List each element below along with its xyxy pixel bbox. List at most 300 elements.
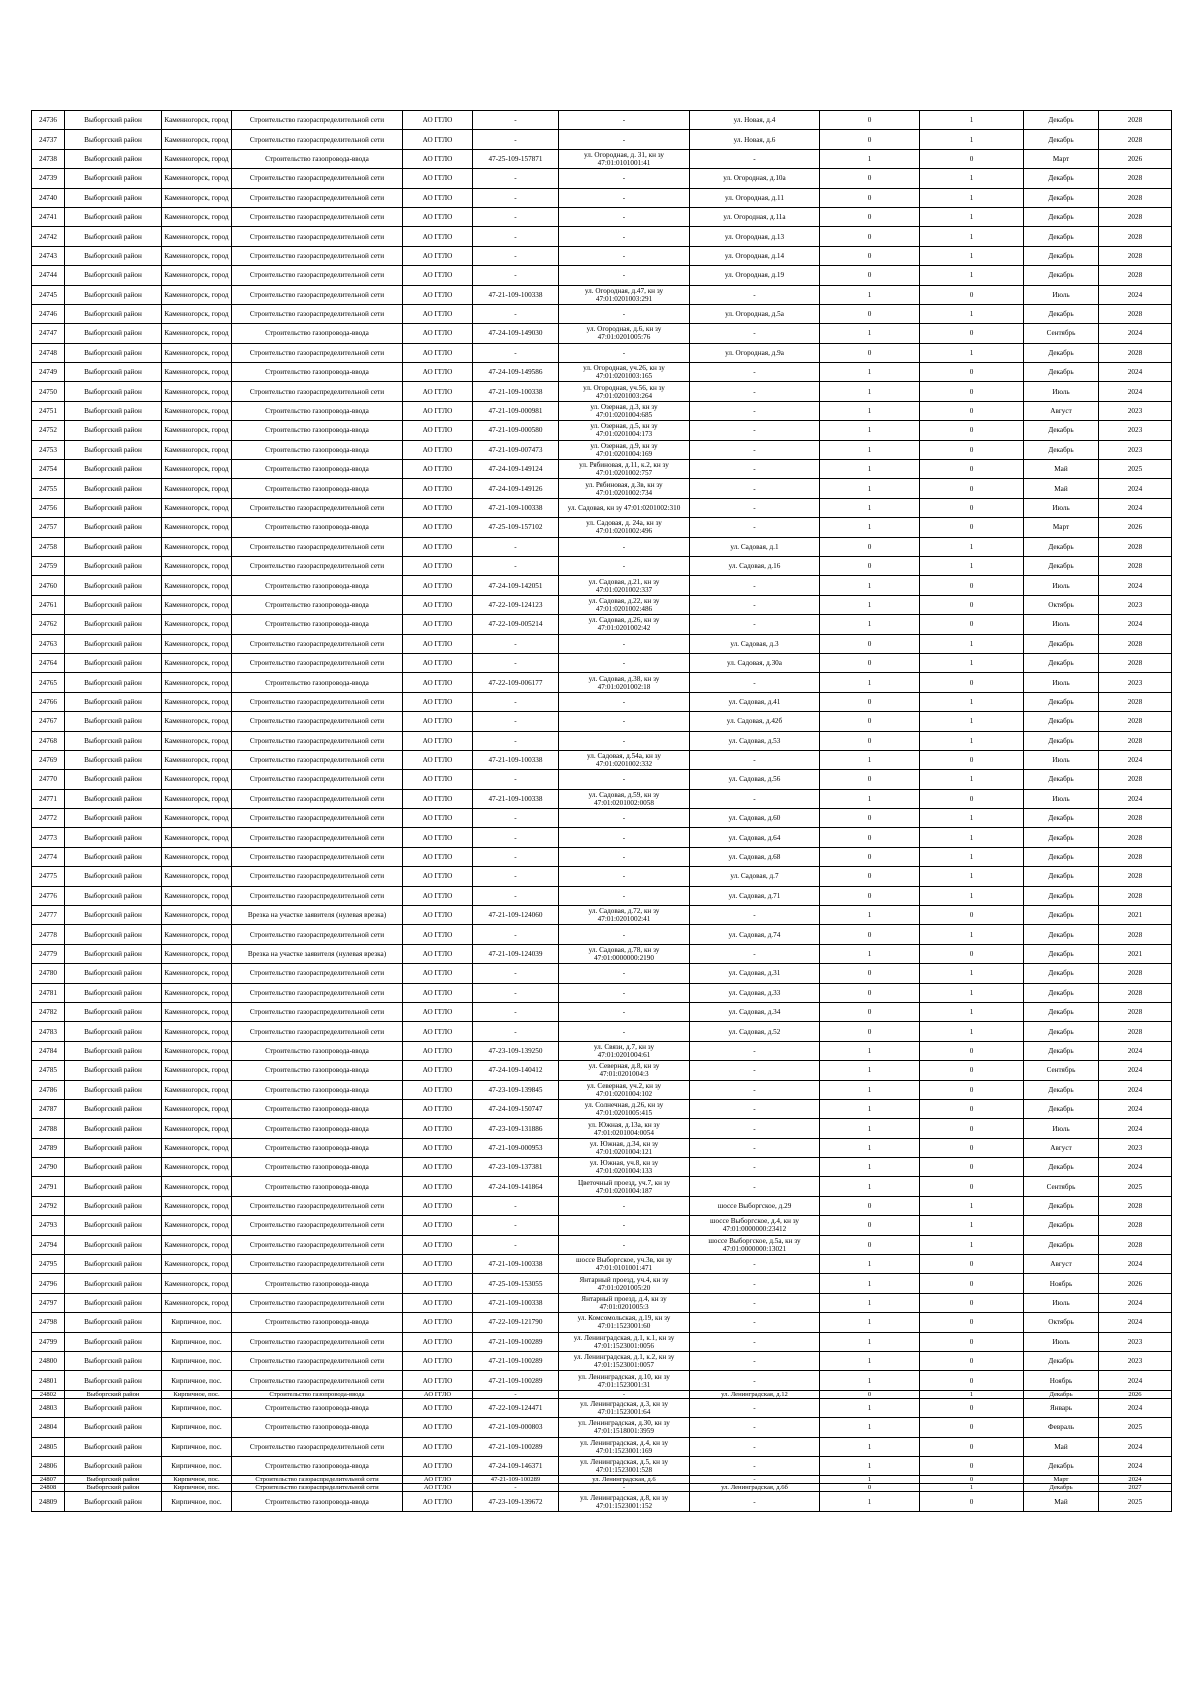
row-number: 24784 [32, 1041, 65, 1060]
application-number-cell: 47-23-109-139250 [473, 1041, 559, 1060]
address-cell: - [690, 460, 820, 479]
organization-cell: АО ГГЛО [403, 1293, 473, 1312]
work-type-cell: Строительство газораспределительной сети [232, 1196, 403, 1215]
indicator-b-cell: 0 [920, 460, 1024, 479]
month-cell: Декабрь [1024, 634, 1099, 653]
organization-cell: АО ГГЛО [403, 1418, 473, 1437]
row-number: 24750 [32, 382, 65, 401]
application-number-cell: - [473, 1216, 559, 1235]
table-row [32, 518, 1172, 537]
row-number: 24747 [32, 324, 65, 343]
organization-cell: АО ГГЛО [403, 1274, 473, 1293]
settlement-cell: Каменногорск, город [162, 847, 232, 866]
cadastral-address-cell: ул. Солнечная, д.26, кн зу 47:01:0201005:415 [559, 1099, 690, 1118]
year-cell: 2024 [1099, 1255, 1172, 1274]
indicator-b-cell: 0 [920, 1352, 1024, 1371]
indicator-b-cell: 1 [920, 207, 1024, 226]
address-cell: - [690, 421, 820, 440]
address-cell: - [690, 1119, 820, 1138]
work-type-cell: Врезка на участке заявителя (нулевая врезка) [232, 906, 403, 925]
year-cell: 2024 [1099, 1119, 1172, 1138]
settlement-cell: Кирпичное, пос. [162, 1484, 232, 1492]
month-cell: Сентябрь [1024, 1177, 1099, 1196]
table-row [32, 498, 1172, 517]
work-type-cell: Строительство газораспределительной сети [232, 886, 403, 905]
settlement-cell: Каменногорск, город [162, 595, 232, 614]
application-number-cell: 47-24-109-140412 [473, 1061, 559, 1080]
indicator-a-cell: 1 [820, 595, 920, 614]
work-type-cell: Строительство газопровода-ввода [232, 1390, 403, 1398]
work-type-cell: Строительство газораспределительной сети [232, 130, 403, 149]
cadastral-address-cell: - [559, 983, 690, 1002]
table-row [32, 1255, 1172, 1274]
indicator-a-cell: 0 [820, 712, 920, 731]
month-cell: Май [1024, 479, 1099, 498]
cadastral-address-cell: Янтарный проезд, уч.4, кн зу 47:01:0201005:20 [559, 1274, 690, 1293]
month-cell: Май [1024, 1437, 1099, 1456]
row-number: 24801 [32, 1371, 65, 1390]
year-cell: 2024 [1099, 285, 1172, 304]
district-cell: Выборгский район [65, 130, 162, 149]
organization-cell: АО ГГЛО [403, 809, 473, 828]
month-cell: Декабрь [1024, 770, 1099, 789]
district-cell: Выборгский район [65, 1158, 162, 1177]
cadastral-address-cell: ул. Северная, уч.2, кн зу 47:01:0201004:102 [559, 1080, 690, 1099]
district-cell: Выборгский район [65, 983, 162, 1002]
year-cell: 2024 [1099, 789, 1172, 808]
district-cell: Выборгский район [65, 1398, 162, 1417]
month-cell: Июль [1024, 382, 1099, 401]
organization-cell: АО ГГЛО [403, 227, 473, 246]
district-cell: Выборгский район [65, 867, 162, 886]
indicator-a-cell: 0 [820, 731, 920, 750]
indicator-a-cell: 0 [820, 886, 920, 905]
row-number: 24803 [32, 1398, 65, 1417]
cadastral-address-cell: - [559, 847, 690, 866]
application-number-cell: - [473, 653, 559, 672]
application-number-cell: 47-24-109-149030 [473, 324, 559, 343]
work-type-cell: Строительство газораспределительной сети [232, 343, 403, 362]
indicator-b-cell: 0 [920, 382, 1024, 401]
cadastral-address-cell: ул. Огородная, д.6, кн зу 47:01:0201005:76 [559, 324, 690, 343]
district-cell: Выборгский район [65, 440, 162, 459]
district-cell: Выборгский район [65, 944, 162, 963]
month-cell: Июль [1024, 1332, 1099, 1351]
application-number-cell: - [473, 169, 559, 188]
organization-cell: АО ГГЛО [403, 1390, 473, 1398]
cadastral-address-cell: - [559, 188, 690, 207]
organization-cell: АО ГГЛО [403, 964, 473, 983]
address-cell: - [690, 1313, 820, 1332]
address-cell: - [690, 401, 820, 420]
settlement-cell: Каменногорск, город [162, 770, 232, 789]
settlement-cell: Каменногорск, город [162, 304, 232, 323]
indicator-b-cell: 1 [920, 712, 1024, 731]
month-cell: Декабрь [1024, 867, 1099, 886]
district-cell: Выборгский район [65, 1313, 162, 1332]
year-cell: 2028 [1099, 207, 1172, 226]
settlement-cell: Каменногорск, город [162, 1061, 232, 1080]
address-cell: ул. Огородная, д.5а [690, 304, 820, 323]
address-cell: - [690, 1099, 820, 1118]
indicator-b-cell: 1 [920, 169, 1024, 188]
address-cell: - [690, 673, 820, 692]
month-cell: Декабрь [1024, 537, 1099, 556]
indicator-a-cell: 0 [820, 1196, 920, 1215]
month-cell: Декабрь [1024, 1022, 1099, 1041]
work-type-cell: Строительство газопровода-ввода [232, 440, 403, 459]
month-cell: Декабрь [1024, 809, 1099, 828]
address-cell: шоссе Выборгское, д.4, кн зу 47:01:0000000:23412 [690, 1216, 820, 1235]
cadastral-address-cell: ул. Ленинградская, д.10, кн зу 47:01:1523001:31 [559, 1371, 690, 1390]
application-number-cell: - [473, 343, 559, 362]
table-row [32, 789, 1172, 808]
year-cell: 2028 [1099, 556, 1172, 575]
table-row [32, 1274, 1172, 1293]
address-cell: - [690, 595, 820, 614]
address-cell: ул. Огородная, д.9а [690, 343, 820, 362]
indicator-a-cell: 1 [820, 440, 920, 459]
organization-cell: АО ГГЛО [403, 615, 473, 634]
settlement-cell: Каменногорск, город [162, 653, 232, 672]
row-number: 24773 [32, 828, 65, 847]
row-number: 24767 [32, 712, 65, 731]
settlement-cell: Каменногорск, город [162, 266, 232, 285]
organization-cell: АО ГГЛО [403, 1398, 473, 1417]
application-number-cell: 47-24-109-146371 [473, 1456, 559, 1475]
row-number: 24743 [32, 246, 65, 265]
application-number-cell: 47-24-109-150747 [473, 1099, 559, 1118]
table-row [32, 906, 1172, 925]
cadastral-address-cell: ул. Озерная, д.3, кн зу 47:01:0201004:685 [559, 401, 690, 420]
indicator-a-cell: 0 [820, 770, 920, 789]
indicator-b-cell: 0 [920, 595, 1024, 614]
row-number: 24797 [32, 1293, 65, 1312]
indicator-b-cell: 0 [920, 1119, 1024, 1138]
indicator-b-cell: 1 [920, 964, 1024, 983]
indicator-a-cell: 0 [820, 983, 920, 1002]
year-cell: 2028 [1099, 246, 1172, 265]
settlement-cell: Каменногорск, город [162, 1138, 232, 1157]
cadastral-address-cell: ул. Садовая, кн зу 47:01:0201002:310 [559, 498, 690, 517]
indicator-b-cell: 0 [920, 1437, 1024, 1456]
table-row [32, 246, 1172, 265]
application-number-cell: - [473, 964, 559, 983]
work-type-cell: Строительство газораспределительной сети [232, 983, 403, 1002]
district-cell: Выборгский район [65, 1022, 162, 1041]
district-cell: Выборгский район [65, 1456, 162, 1475]
indicator-a-cell: 0 [820, 925, 920, 944]
year-cell: 2028 [1099, 653, 1172, 672]
application-number-cell: - [473, 983, 559, 1002]
indicator-a-cell: 1 [820, 324, 920, 343]
settlement-cell: Каменногорск, город [162, 111, 232, 130]
indicator-b-cell: 1 [920, 1390, 1024, 1398]
indicator-b-cell: 1 [920, 246, 1024, 265]
month-cell: Май [1024, 1492, 1099, 1511]
application-number-cell: 47-22-109-124471 [473, 1398, 559, 1417]
organization-cell: АО ГГЛО [403, 1437, 473, 1456]
address-cell: ул. Новая, д.6 [690, 130, 820, 149]
settlement-cell: Каменногорск, город [162, 615, 232, 634]
month-cell: Декабрь [1024, 1002, 1099, 1021]
indicator-a-cell: 1 [820, 285, 920, 304]
indicator-b-cell: 1 [920, 304, 1024, 323]
indicator-b-cell: 0 [920, 1138, 1024, 1157]
organization-cell: АО ГГЛО [403, 266, 473, 285]
indicator-a-cell: 1 [820, 906, 920, 925]
year-cell: 2023 [1099, 1352, 1172, 1371]
row-number: 24799 [32, 1332, 65, 1351]
organization-cell: АО ГГЛО [403, 770, 473, 789]
year-cell: 2028 [1099, 304, 1172, 323]
month-cell: Декабрь [1024, 556, 1099, 575]
settlement-cell: Каменногорск, город [162, 673, 232, 692]
table-row [32, 750, 1172, 769]
table-row [32, 673, 1172, 692]
settlement-cell: Каменногорск, город [162, 1080, 232, 1099]
row-number: 24778 [32, 925, 65, 944]
district-cell: Выборгский район [65, 1255, 162, 1274]
indicator-b-cell: 0 [920, 1313, 1024, 1332]
table-row [32, 556, 1172, 575]
district-cell: Выборгский район [65, 421, 162, 440]
application-number-cell: - [473, 770, 559, 789]
organization-cell: АО ГГЛО [403, 731, 473, 750]
settlement-cell: Каменногорск, город [162, 944, 232, 963]
work-type-cell: Строительство газораспределительной сети [232, 770, 403, 789]
work-type-cell: Строительство газораспределительной сети [232, 828, 403, 847]
district-cell: Выборгский район [65, 1332, 162, 1351]
indicator-a-cell: 0 [820, 964, 920, 983]
settlement-cell: Кирпичное, пос. [162, 1390, 232, 1398]
address-cell: - [690, 440, 820, 459]
district-cell: Выборгский район [65, 304, 162, 323]
indicator-b-cell: 0 [920, 1398, 1024, 1417]
table-row [32, 1235, 1172, 1254]
address-cell: ул. Ленинградская, д.12 [690, 1390, 820, 1398]
year-cell: 2028 [1099, 537, 1172, 556]
address-cell: ул. Огородная, д.19 [690, 266, 820, 285]
month-cell: Октябрь [1024, 595, 1099, 614]
year-cell: 2026 [1099, 518, 1172, 537]
address-cell: - [690, 1332, 820, 1351]
indicator-b-cell: 0 [920, 1041, 1024, 1060]
address-cell: ул. Садовая, д.33 [690, 983, 820, 1002]
year-cell: 2024 [1099, 1061, 1172, 1080]
month-cell: Декабрь [1024, 1099, 1099, 1118]
work-type-cell: Строительство газопровода-ввода [232, 1080, 403, 1099]
cadastral-address-cell: - [559, 964, 690, 983]
table-row [32, 712, 1172, 731]
row-number: 24783 [32, 1022, 65, 1041]
cadastral-address-cell: ул. Ленинградская, д.30, кн зу 47:01:1518001:3959 [559, 1418, 690, 1437]
table-row [32, 1080, 1172, 1099]
work-type-cell: Строительство газопровода-ввода [232, 1099, 403, 1118]
year-cell: 2023 [1099, 1332, 1172, 1351]
district-cell: Выборгский район [65, 1216, 162, 1235]
application-number-cell: - [473, 847, 559, 866]
table-row [32, 1390, 1172, 1398]
application-number-cell: - [473, 809, 559, 828]
month-cell: Сентябрь [1024, 324, 1099, 343]
organization-cell: АО ГГЛО [403, 595, 473, 614]
work-type-cell: Строительство газораспределительной сети [232, 1437, 403, 1456]
application-number-cell: 47-21-109-100338 [473, 750, 559, 769]
organization-cell: АО ГГЛО [403, 343, 473, 362]
settlement-cell: Каменногорск, город [162, 867, 232, 886]
indicator-a-cell: 0 [820, 1002, 920, 1021]
cadastral-address-cell: - [559, 266, 690, 285]
row-number: 24774 [32, 847, 65, 866]
indicator-a-cell: 1 [820, 1293, 920, 1312]
indicator-a-cell: 0 [820, 1484, 920, 1492]
organization-cell: АО ГГЛО [403, 634, 473, 653]
table-row [32, 1456, 1172, 1475]
work-type-cell: Строительство газораспределительной сети [232, 266, 403, 285]
month-cell: Июль [1024, 285, 1099, 304]
indicator-b-cell: 1 [920, 343, 1024, 362]
cadastral-address-cell: - [559, 731, 690, 750]
table-row [32, 1437, 1172, 1456]
table-row [32, 1216, 1172, 1235]
row-number: 24765 [32, 673, 65, 692]
cadastral-address-cell: ул. Ленинградская, д.3, кн зу 47:01:1523001:64 [559, 1398, 690, 1417]
month-cell: Декабрь [1024, 421, 1099, 440]
address-cell: - [690, 615, 820, 634]
settlement-cell: Кирпичное, пос. [162, 1371, 232, 1390]
row-number: 24763 [32, 634, 65, 653]
indicator-b-cell: 1 [920, 983, 1024, 1002]
work-type-cell: Строительство газопровода-ввода [232, 421, 403, 440]
address-cell: - [690, 1293, 820, 1312]
indicator-b-cell: 0 [920, 673, 1024, 692]
month-cell: Декабрь [1024, 925, 1099, 944]
month-cell: Январь [1024, 1398, 1099, 1417]
month-cell: Декабрь [1024, 343, 1099, 362]
year-cell: 2024 [1099, 1456, 1172, 1475]
address-cell: - [690, 1080, 820, 1099]
indicator-a-cell: 0 [820, 227, 920, 246]
district-cell: Выборгский район [65, 1235, 162, 1254]
district-cell: Выборгский район [65, 188, 162, 207]
work-type-cell: Строительство газораспределительной сети [232, 207, 403, 226]
cadastral-address-cell: - [559, 207, 690, 226]
year-cell: 2025 [1099, 1177, 1172, 1196]
address-cell: - [690, 518, 820, 537]
indicator-b-cell: 1 [920, 809, 1024, 828]
settlement-cell: Каменногорск, город [162, 518, 232, 537]
work-type-cell: Строительство газораспределительной сети [232, 712, 403, 731]
settlement-cell: Кирпичное, пос. [162, 1332, 232, 1351]
district-cell: Выборгский район [65, 1437, 162, 1456]
month-cell: Август [1024, 1138, 1099, 1157]
settlement-cell: Каменногорск, город [162, 886, 232, 905]
row-number: 24775 [32, 867, 65, 886]
work-type-cell: Строительство газораспределительной сети [232, 1476, 403, 1484]
cadastral-address-cell: Янтарный проезд, д.4, кн зу 47:01:0201005:3 [559, 1293, 690, 1312]
month-cell: Июль [1024, 1293, 1099, 1312]
cadastral-address-cell: - [559, 770, 690, 789]
organization-cell: АО ГГЛО [403, 1476, 473, 1484]
month-cell: Декабрь [1024, 964, 1099, 983]
cadastral-address-cell: ул. Огородная, д. 31, кн зу 47:01:0101001:41 [559, 149, 690, 168]
indicator-b-cell: 0 [920, 324, 1024, 343]
organization-cell: АО ГГЛО [403, 750, 473, 769]
organization-cell: АО ГГЛО [403, 789, 473, 808]
indicator-a-cell: 1 [820, 1437, 920, 1456]
address-cell: ул. Садовая, д.42б [690, 712, 820, 731]
table-row [32, 421, 1172, 440]
district-cell: Выборгский район [65, 1061, 162, 1080]
cadastral-address-cell: - [559, 867, 690, 886]
address-cell: ул. Садовая, д.7 [690, 867, 820, 886]
year-cell: 2026 [1099, 1274, 1172, 1293]
indicator-b-cell: 0 [920, 1177, 1024, 1196]
cadastral-address-cell: ул. Рябиновая, д.3в, кн зу 47:01:0201002:734 [559, 479, 690, 498]
indicator-a-cell: 0 [820, 111, 920, 130]
organization-cell: АО ГГЛО [403, 304, 473, 323]
indicator-b-cell: 1 [920, 867, 1024, 886]
row-number: 24807 [32, 1476, 65, 1484]
district-cell: Выборгский район [65, 498, 162, 517]
table-row [32, 479, 1172, 498]
table-row [32, 324, 1172, 343]
settlement-cell: Кирпичное, пос. [162, 1492, 232, 1511]
settlement-cell: Каменногорск, город [162, 1119, 232, 1138]
indicator-b-cell: 0 [920, 1476, 1024, 1484]
table-row [32, 964, 1172, 983]
indicator-b-cell: 0 [920, 1492, 1024, 1511]
address-cell: - [690, 1274, 820, 1293]
work-type-cell: Строительство газопровода-ввода [232, 1158, 403, 1177]
indicator-b-cell: 0 [920, 1293, 1024, 1312]
table-row [32, 440, 1172, 459]
settlement-cell: Каменногорск, город [162, 188, 232, 207]
month-cell: Декабрь [1024, 828, 1099, 847]
settlement-cell: Каменногорск, город [162, 1099, 232, 1118]
indicator-b-cell: 1 [920, 634, 1024, 653]
month-cell: Июль [1024, 1119, 1099, 1138]
application-number-cell: - [473, 130, 559, 149]
indicator-a-cell: 1 [820, 1476, 920, 1484]
year-cell: 2028 [1099, 964, 1172, 983]
row-number: 24776 [32, 886, 65, 905]
district-cell: Выборгский район [65, 1371, 162, 1390]
settlement-cell: Каменногорск, город [162, 1235, 232, 1254]
row-number: 24792 [32, 1196, 65, 1215]
district-cell: Выборгский район [65, 731, 162, 750]
organization-cell: АО ГГЛО [403, 673, 473, 692]
application-number-cell: - [473, 207, 559, 226]
year-cell: 2028 [1099, 983, 1172, 1002]
indicator-a-cell: 1 [820, 1138, 920, 1157]
work-type-cell: Строительство газораспределительной сети [232, 537, 403, 556]
application-number-cell: - [473, 925, 559, 944]
month-cell: Ноябрь [1024, 1274, 1099, 1293]
district-cell: Выборгский район [65, 828, 162, 847]
application-number-cell: - [473, 188, 559, 207]
year-cell: 2028 [1099, 770, 1172, 789]
indicator-a-cell: 1 [820, 615, 920, 634]
application-number-cell: 47-21-109-000953 [473, 1138, 559, 1157]
year-cell: 2025 [1099, 1418, 1172, 1437]
organization-cell: АО ГГЛО [403, 653, 473, 672]
application-number-cell: - [473, 1484, 559, 1492]
application-number-cell: 47-23-109-137381 [473, 1158, 559, 1177]
indicator-b-cell: 1 [920, 1002, 1024, 1021]
month-cell: Декабрь [1024, 227, 1099, 246]
